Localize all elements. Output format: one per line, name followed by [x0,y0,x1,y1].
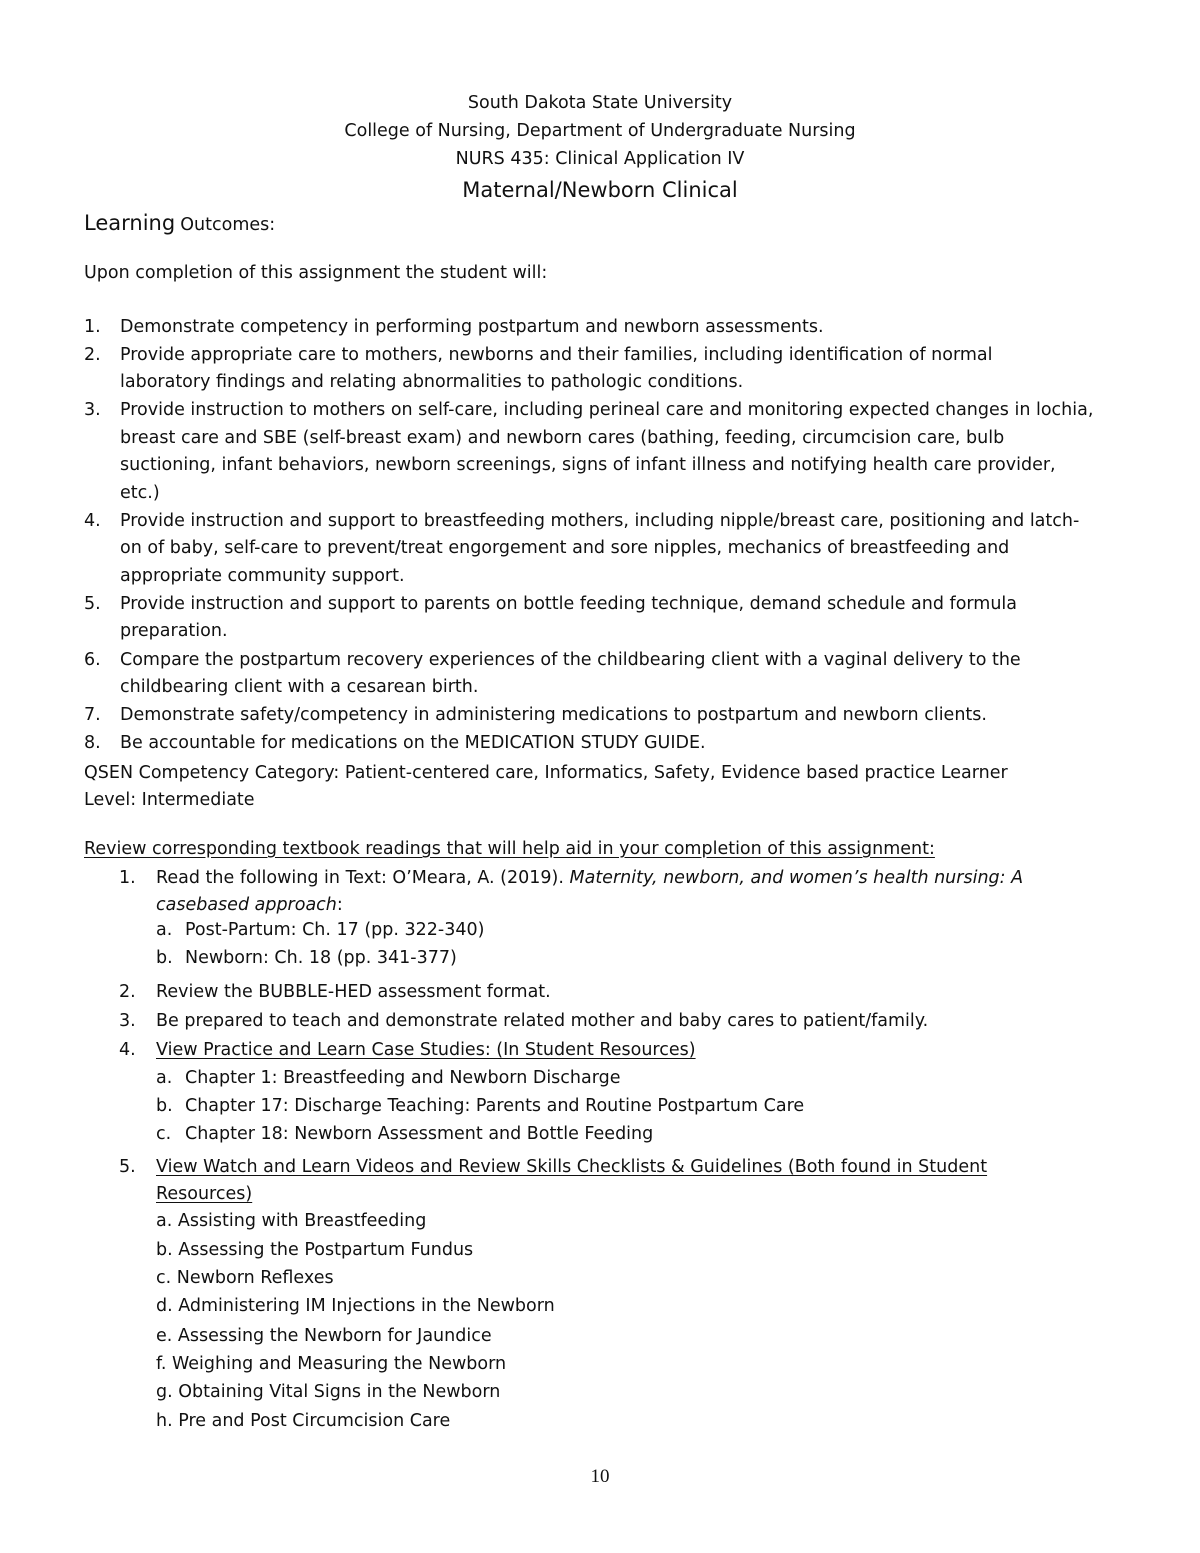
review-item-number: 5. [119,1157,136,1177]
outcome-text: laboratory findings and relating abnormalities to pathologic conditions. [120,372,744,392]
sub-item: Chapter 1: Breastfeeding and Newborn Discharge [185,1068,621,1088]
videos-link[interactable]: View Watch and Learn Videos and Review Skills Checklists & Guidelines (Both found in Student [156,1157,988,1177]
case-studies-link[interactable]: View Practice and Learn Case Studies: (In Student Resources) [156,1040,696,1060]
qsen-level: Level: Intermediate [84,790,255,810]
outcome-text: childbearing client with a cesarean birth. [120,677,479,697]
outcome-text: Provide appropriate care to mothers, newborns and their families, including identification of normal [120,345,993,365]
outcome-text: Provide instruction and support to parents on bottle feeding technique, demand schedule and formula [120,594,1018,614]
university-name: South Dakota State University [467,93,733,113]
video-item: d. Administering IM Injections in the Newborn [156,1296,555,1316]
videos-link-cont[interactable]: Resources) [156,1184,253,1204]
sub-item: Chapter 17: Discharge Teaching: Parents and Routine Postpartum Care [185,1096,805,1116]
video-item: b. Assessing the Postpartum Fundus [156,1240,474,1260]
review-item-number: 1. [119,868,136,888]
outcome-number: 6. [84,650,101,670]
review-item-text: Be prepared to teach and demonstrate related mother and baby cares to patient/family. [156,1011,929,1031]
outcome-text: Demonstrate safety/competency in administering medications to postpartum and newborn clients. [120,705,987,725]
outcome-text: breast care and SBE (self-breast exam) and newborn cares (bathing, feeding, circumcision care, bulb [120,428,1005,448]
review-item-text: Review the BUBBLE-HED assessment format. [156,982,551,1002]
reading-suffix: : [336,895,343,915]
review-item-number: 3. [119,1011,136,1031]
sub-letter: b. [156,948,173,968]
outcome-number: 8. [84,733,101,753]
outcome-text: Be accountable for medications on the MEDICATION STUDY GUIDE. [120,733,706,753]
video-item: c. Newborn Reflexes [156,1268,334,1288]
reading-prefix: Read the following in Text: O’Meara, A. (2019). [156,868,570,888]
outcome-text: Provide instruction to mothers on self-care, including perineal care and monitoring expected changes in lochia, [120,400,1094,420]
college-name: College of Nursing, Department of Undergraduate Nursing [344,121,856,141]
review-item-reading [156,870,1023,888]
outcome-number: 4. [84,511,101,531]
video-item: f. Weighing and Measuring the Newborn [156,1354,507,1374]
outcome-text: preparation. [120,621,228,641]
outcomes-intro: Upon completion of this assignment the student will: [84,263,548,283]
outcomes-heading [84,213,275,235]
sub-item: Chapter 18: Newborn Assessment and Bottle Feeding [185,1124,654,1144]
sub-letter: a. [156,920,173,940]
clinical-title: Maternal/Newborn Clinical [462,178,738,202]
sub-item: Newborn: Ch. 18 (pp. 341-377) [185,948,457,968]
outcome-text: Compare the postpartum recovery experiences of the childbearing client with a vaginal delivery to the [120,650,1021,670]
video-item: a. Assisting with Breastfeeding [156,1211,427,1231]
outcome-text: Demonstrate competency in performing postpartum and newborn assessments. [120,317,824,337]
outcome-text: Provide instruction and support to breastfeeding mothers, including nipple/breast care, positioning and latch- [120,511,1080,531]
sub-letter: c. [156,1124,172,1144]
textbook-title: Maternity, newborn, and women’s health nursing: A [569,868,1024,888]
video-item: g. Obtaining Vital Signs in the Newborn [156,1382,501,1402]
video-item: e. Assessing the Newborn for Jaundice [156,1326,492,1346]
outcome-number: 1. [84,317,101,337]
qsen-category: QSEN Competency Category: Patient-centered care, Informatics, Safety, Evidence based practice Learner [84,763,1008,783]
sub-letter: b. [156,1096,173,1116]
outcome-number: 7. [84,705,101,725]
textbook-subtitle: casebased approach [156,895,337,915]
course-title: NURS 435: Clinical Application IV [455,149,745,169]
outcomes-heading-word1: Learning [84,211,176,235]
review-heading: Review corresponding textbook readings that will help aid in your completion of this assignment: [84,839,935,859]
outcome-text: etc.) [120,483,160,503]
video-item: h. Pre and Post Circumcision Care [156,1411,451,1431]
page-number: 10 [590,1466,610,1487]
outcomes-heading-word2: Outcomes: [180,215,276,235]
sub-letter: a. [156,1068,173,1088]
outcome-text: on of baby, self-care to prevent/treat engorgement and sore nipples, mechanics of breastfeeding and [120,538,1010,558]
outcome-text: appropriate community support. [120,566,405,586]
outcome-text: suctioning, infant behaviors, newborn screenings, signs of infant illness and notifying health care provider, [120,455,1056,475]
outcome-number: 5. [84,594,101,614]
sub-item: Post-Partum: Ch. 17 (pp. 322-340) [185,920,485,940]
review-item-reading-cont [156,897,343,915]
review-item-number: 4. [119,1040,136,1060]
outcome-number: 2. [84,345,101,365]
outcome-number: 3. [84,400,101,420]
review-item-number: 2. [119,982,136,1002]
